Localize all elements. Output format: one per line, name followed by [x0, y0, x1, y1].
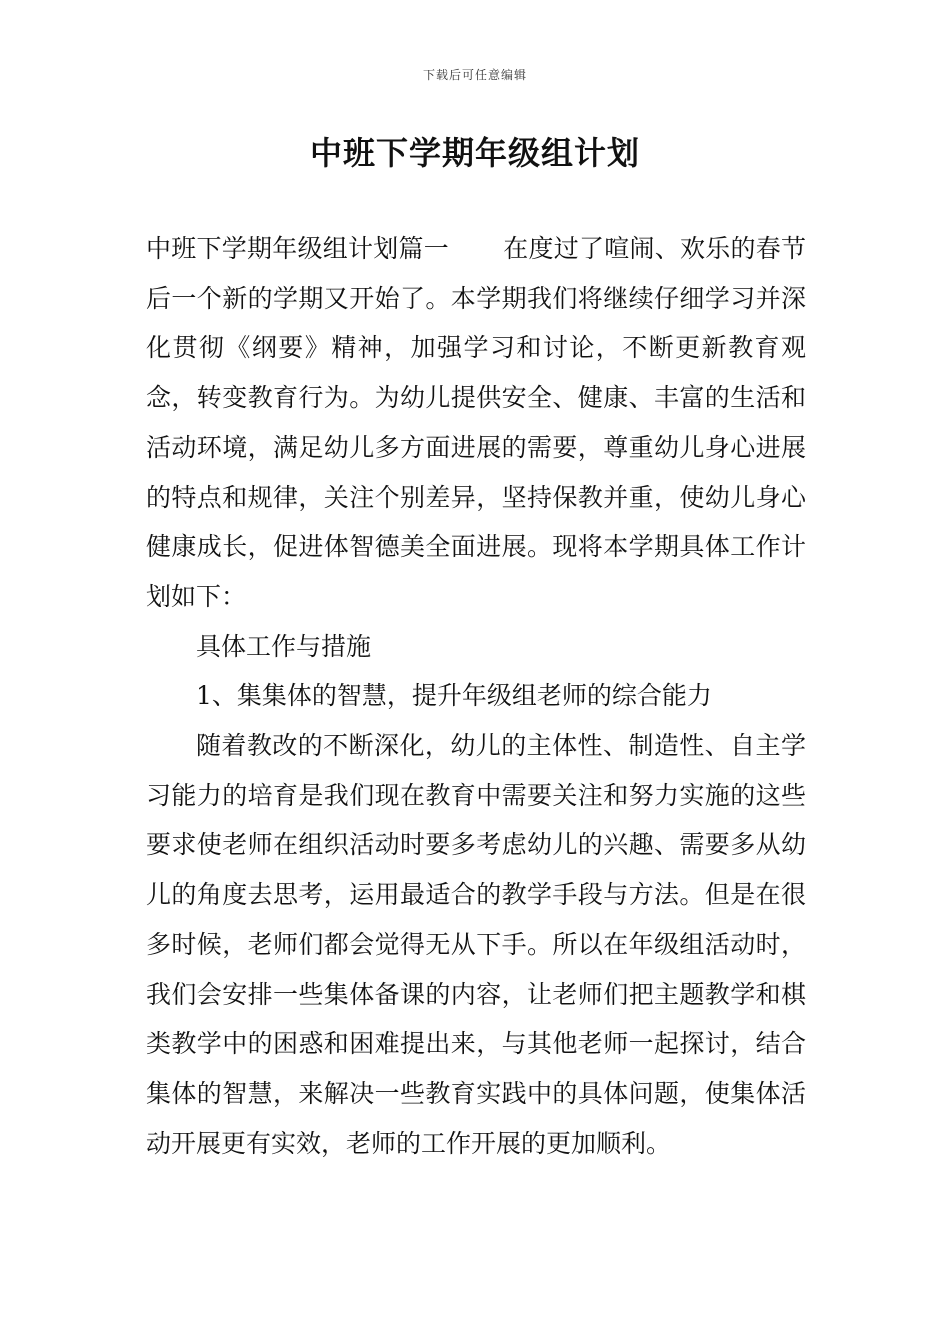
section-heading: 具体工作与措施	[196, 631, 372, 661]
document-body	[146, 224, 806, 1168]
intro-body: 在度过了喧闹、欢乐的春节后一个新的学期又开始了。本学期我们将继续仔细学习并深化贯彻《纲要》精神，加强学习和讨论，不断更新教育观念，转变教育行为。为幼儿提供安全、健康、丰富的生活和活动环境，满足幼儿多方面进展的需要，尊重幼儿身心进展的特点和规律，关注个别差异，坚持保教并重，使幼儿身心健康成长，促进体智德美全面进展。现将本学期具体工作计划如下：	[146, 234, 806, 611]
document-title: 中班下学期年级组计划	[309, 134, 640, 172]
intro-paragraph	[146, 224, 806, 622]
intro-lead: 中班下学期年级组计划篇一	[146, 234, 449, 263]
item-1-heading: 1、集集体的智慧，提升年级组老师的综合能力	[196, 681, 712, 711]
header-note: 下载后可任意编辑	[422, 68, 527, 82]
item-1-paragraph: 随着教改的不断深化，幼儿的主体性、制造性、自主学习能力的培育是我们现在教育中需要关注和努力实施的这些要求使老师在组织活动时要多考虑幼儿的兴趣、需要多从幼儿的角度去思考，运用最适合的教学手段与方法。但是在很多时候，老师们都会觉得无从下手。所以在年级组活动时，我们会安排一些集体备课的内容，让老师们把主题教学和棋类教学中的困惑和困难提出来，与其他老师一起探讨，结合集体的智慧，来解决一些教育实践中的具体问题，使集体活动开展更有实效，老师的工作开展的更加顺利。	[146, 731, 806, 1158]
